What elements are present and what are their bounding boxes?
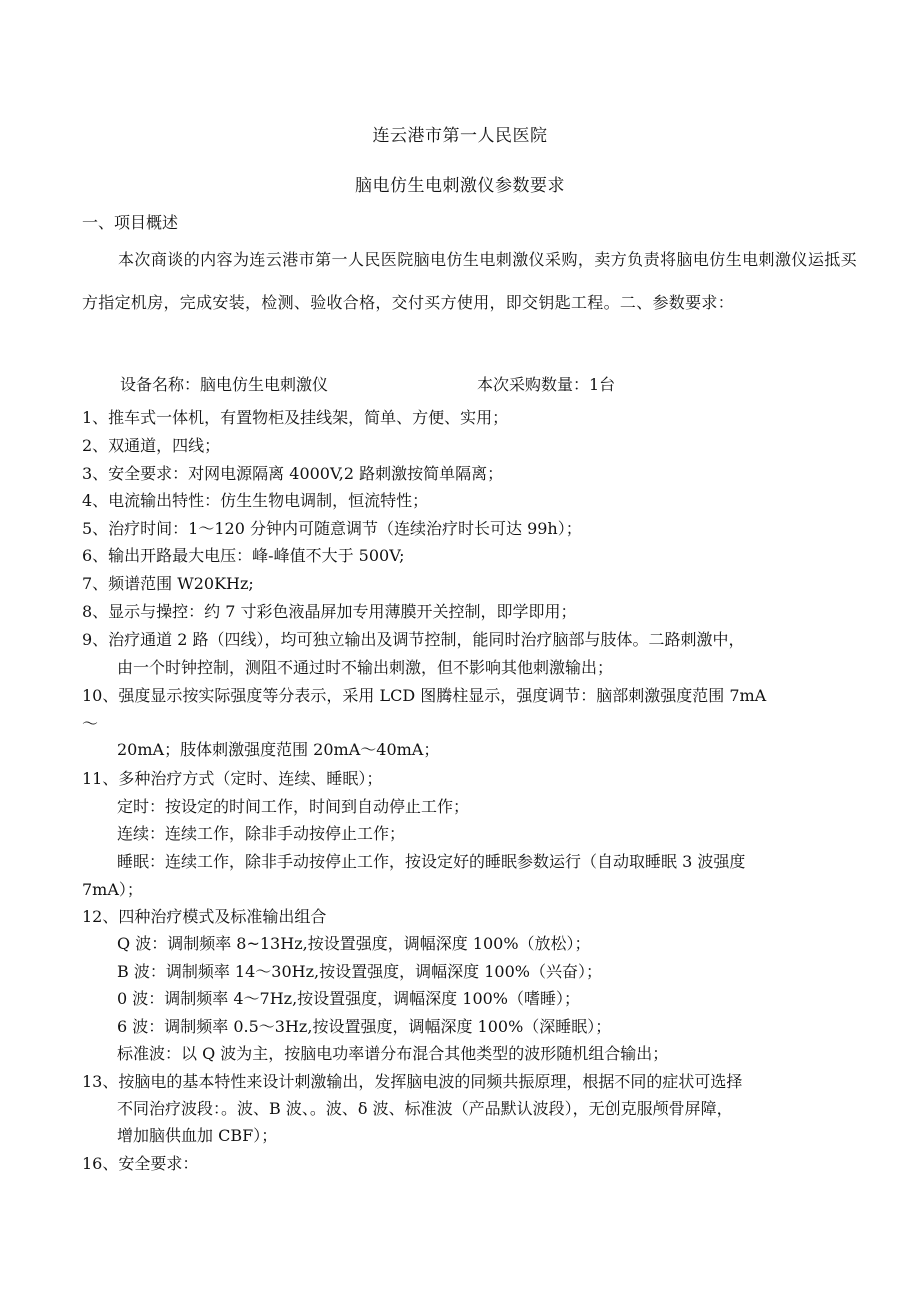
requirement-line: 不同治疗波段：。波、B 波、。波、δ 波、标准波（产品默认波段），无创克服颅骨屏障， <box>117 1099 733 1118</box>
requirement-line: 4、电流输出特性：仿生生物电调制，恒流特性； <box>82 491 429 510</box>
requirement-line: 由一个时钟控制，测阻不通过时不输出刺激，但不影响其他刺激输出； <box>117 658 614 677</box>
equipment-name: 设备名称：脑电仿生电刺激仪 <box>120 375 329 394</box>
requirement-line: 1、推车式一体机，有置物柜及挂线架，简单、方便、实用； <box>82 408 509 427</box>
requirement-line: 增加脑供血加 CBF）； <box>117 1126 278 1145</box>
requirement-line: 9、治疗通道 2 路（四线），均可独立输出及调节控制，能同时治疗脑部与肢体。二路刺激中， <box>82 630 745 649</box>
section-heading-overview: 一、项目概述 <box>82 213 179 232</box>
requirement-line: 7、频谱范围 W20KHz; <box>82 574 254 593</box>
requirement-line: 6、输出开路最大电压：峰-峰值不大于 500V; <box>82 546 405 565</box>
requirement-line: 20mA；肢体刺激强度范围 20mA～40mA； <box>117 740 440 759</box>
requirement-line: 5、治疗时间：1～120 分钟内可随意调节（连续治疗时长可达 99h）； <box>82 519 582 538</box>
requirement-line: 定时：按设定的时间工作，时间到自动停止工作； <box>117 797 470 816</box>
requirement-line: 标准波：以 Q 波为主，按脑电功率谱分布混合其他类型的波形随机组合输出； <box>117 1044 669 1063</box>
requirement-line: 11、多种治疗方式（定时、连续、睡眠）； <box>82 769 383 788</box>
requirement-line: 6 波：调制频率 0.5～3Hz,按设置强度，调幅深度 100%（深睡眠）； <box>117 1017 612 1036</box>
requirement-line: 12、四种治疗模式及标准输出组合 <box>82 907 327 926</box>
requirement-line: 3、安全要求：对网电源隔离 4000V,2 路刺激按简单隔离； <box>82 464 504 483</box>
overview-paragraph: 本次商谈的内容为连云港市第一人民医院脑电仿生电刺激仪采购，卖方负责将脑电仿生电刺激仪运抵买方指定机房，完成安装，检测、验收合格，交付买方使用，即交钥匙工程。二、参数要求： <box>82 250 857 312</box>
document-title: 脑电仿生电刺激仪参数要求 <box>355 176 565 196</box>
requirement-line: 连续：连续工作，除非手动按停止工作； <box>117 824 406 843</box>
requirement-line: B 波：调制频率 14～30Hz,按设置强度，调幅深度 100%（兴奋）； <box>117 962 602 981</box>
equipment-quantity: 本次采购数量：1台 <box>477 375 616 394</box>
hospital-title: 连云港市第一人民医院 <box>372 126 548 146</box>
requirement-line: 16、安全要求： <box>82 1154 199 1173</box>
requirement-line: 睡眠：连续工作，除非手动按停止工作，按设定好的睡眠参数运行（自动取睡眠 3 波强度 <box>117 852 746 871</box>
requirement-line: 8、显示与操控：约 7 寸彩色液晶屏加专用薄膜开关控制，即学即用； <box>82 602 577 621</box>
requirement-line: 7mA）； <box>82 880 143 899</box>
requirement-line: 10、强度显示按实际强度等分表示，采用 LCD 图腾柱显示，强度调节：脑部刺激强度范围 7mA <box>82 686 767 705</box>
requirement-line: 2、双通道，四线； <box>82 436 221 455</box>
requirement-line: Q 波：调制频率 8~13Hz,按设置强度，调幅深度 100%（放松）； <box>117 934 591 953</box>
requirement-line: 13、按脑电的基本特性来设计刺激输出，发挥脑电波的同频共振原理，根据不同的症状可选择 <box>82 1072 743 1091</box>
requirement-line: 0 波：调制频率 4～7Hz,按设置强度，调幅深度 100%（嗜睡）； <box>117 989 581 1008</box>
requirement-line: ～ <box>82 714 99 733</box>
